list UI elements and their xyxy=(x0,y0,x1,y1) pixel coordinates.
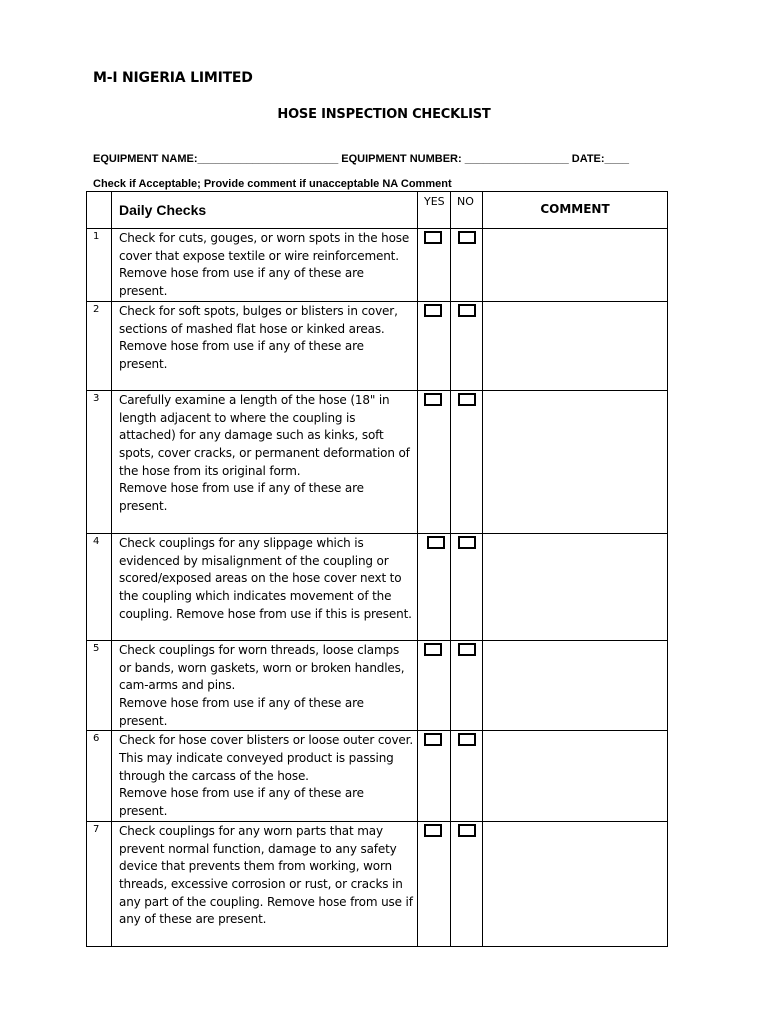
yes-checkbox[interactable] xyxy=(424,733,442,746)
check-description: Carefully examine a length of the hose (18" in length adjacent to where the coupling is attached) for any damage such as kinks, soft spots, cover cracks, or permanent deformation of the hose from its original form. Remove hose from use if any of these are present. xyxy=(112,390,418,533)
no-cell xyxy=(451,301,483,390)
comment-cell[interactable] xyxy=(483,640,668,731)
check-description: Check couplings for any worn parts that may prevent normal function, damage to any safety device that prevents them from working, worn threads, excessive corrosion or rust, or cracks in any part of the coupling. Remove hose from use if any of these are present. xyxy=(112,821,418,946)
no-column-header xyxy=(451,192,483,229)
table-row xyxy=(87,731,668,822)
yes-checkbox[interactable] xyxy=(424,304,442,317)
daily-checks-label: Daily Checks xyxy=(119,202,207,218)
row-number: 2 xyxy=(87,301,112,390)
row-number: 5 xyxy=(87,640,112,731)
table-row xyxy=(87,533,668,640)
comment-cell[interactable] xyxy=(483,731,668,822)
table-header-row xyxy=(87,192,668,229)
yes-cell xyxy=(418,533,451,640)
table-row xyxy=(87,390,668,533)
equipment-fields-line: EQUIPMENT NAME:_______________________ EQUIPMENT NUMBER: _________________ DATE:____ xyxy=(93,153,630,165)
comment-column-header xyxy=(483,192,668,229)
no-cell xyxy=(451,229,483,302)
no-checkbox[interactable] xyxy=(458,824,476,837)
table-row xyxy=(87,301,668,390)
row-number: 4 xyxy=(87,533,112,640)
no-cell xyxy=(451,640,483,731)
check-description: Check couplings for any slippage which is evidenced by misalignment of the coupling or scored/exposed areas on the hose cover next to the coupling which indicates movement of the coupling. Remove hose from use if this is present. xyxy=(112,533,418,640)
yes-cell xyxy=(418,640,451,731)
yes-checkbox[interactable] xyxy=(424,643,442,656)
yes-cell xyxy=(418,390,451,533)
check-description: Check for soft spots, bulges or blisters in cover, sections of mashed flat hose or kinked areas. Remove hose from use if any of these are present. xyxy=(112,301,418,390)
checklist-table xyxy=(86,191,668,947)
yes-column-header xyxy=(418,192,451,229)
comment-cell[interactable] xyxy=(483,533,668,640)
no-checkbox[interactable] xyxy=(458,733,476,746)
document-title: HOSE INSPECTION CHECKLIST xyxy=(277,107,491,122)
no-checkbox[interactable] xyxy=(458,304,476,317)
yes-checkbox[interactable] xyxy=(424,393,442,406)
yes-cell xyxy=(418,731,451,822)
yes-checkbox[interactable] xyxy=(424,231,442,244)
yes-checkbox[interactable] xyxy=(424,824,442,837)
yes-cell xyxy=(418,229,451,302)
comment-cell[interactable] xyxy=(483,229,668,302)
check-description: Check for cuts, gouges, or worn spots in the hose cover that expose textile or wire reinforcement. Remove hose from use if any of these are present. xyxy=(112,229,418,302)
check-description: Check couplings for worn threads, loose clamps or bands, worn gaskets, worn or broken handles, cam-arms and pins. Remove hose from use if any of these are present. xyxy=(112,640,418,731)
no-cell xyxy=(451,821,483,946)
no-cell xyxy=(451,731,483,822)
table-row xyxy=(87,640,668,731)
row-number: 7 xyxy=(87,821,112,946)
comment-cell[interactable] xyxy=(483,821,668,946)
comment-cell[interactable] xyxy=(483,301,668,390)
no-cell xyxy=(451,533,483,640)
no-checkbox[interactable] xyxy=(458,643,476,656)
number-column-header xyxy=(87,192,112,229)
daily-checks-header xyxy=(112,192,418,229)
table-row xyxy=(87,821,668,946)
row-number: 6 xyxy=(87,731,112,822)
table-row xyxy=(87,229,668,302)
no-label: NO xyxy=(457,195,474,208)
no-checkbox[interactable] xyxy=(458,231,476,244)
row-number: 3 xyxy=(87,390,112,533)
yes-cell xyxy=(418,301,451,390)
comment-label: COMMENT xyxy=(540,202,610,216)
yes-checkbox[interactable] xyxy=(427,536,445,549)
yes-label: YES xyxy=(424,195,445,208)
no-checkbox[interactable] xyxy=(458,536,476,549)
row-number: 1 xyxy=(87,229,112,302)
check-description: Check for hose cover blisters or loose outer cover. This may indicate conveyed product is passing through the carcass of the hose. Remove hose from use if any of these are present. xyxy=(112,731,418,822)
comment-cell[interactable] xyxy=(483,390,668,533)
company-name: M-I NIGERIA LIMITED xyxy=(93,70,253,86)
instruction-text: Check if Acceptable; Provide comment if unacceptable NA Comment xyxy=(93,178,452,190)
no-cell xyxy=(451,390,483,533)
no-checkbox[interactable] xyxy=(458,393,476,406)
yes-cell xyxy=(418,821,451,946)
